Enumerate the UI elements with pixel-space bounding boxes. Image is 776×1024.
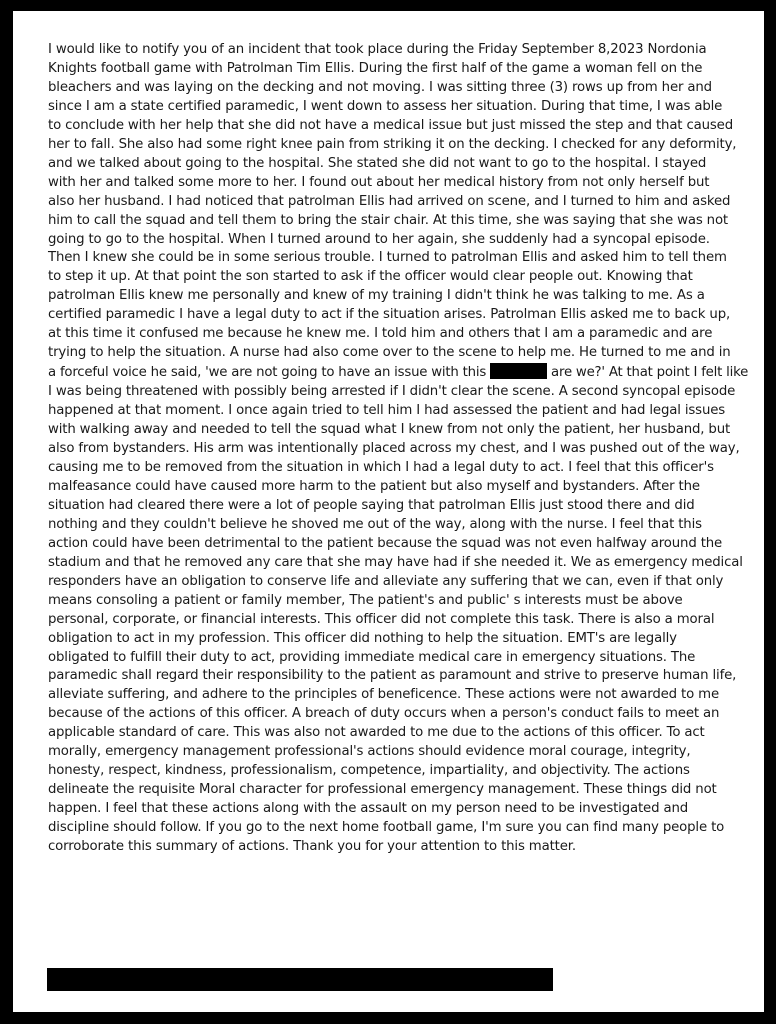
- text-line: situation had cleared there were a lot of people saying that patrolman Ellis just stood there and did: [48, 497, 695, 513]
- text-line: happen. I feel that these actions along with the assault on my person need to be investigated and: [48, 801, 689, 817]
- text-line: with her and talked some more to her. I found out about her medical history from not only herself but: [48, 174, 710, 190]
- text-line: paramedic shall regard their responsibility to the patient as paramount and strive to preserve human life,: [48, 668, 737, 684]
- text-line: malfeasance could have caused more harm to the patient but also myself and bystanders. After the: [48, 478, 700, 494]
- text-line: also from bystanders. His arm was intentionally placed across my chest, and I was pushed out of the way,: [48, 441, 740, 457]
- text-line: causing me to be removed from the situation in which I had a legal duty to act. I feel that this officer's: [48, 459, 714, 475]
- text-line: obligation to act in my profession. This officer did nothing to help the situation. EMT's are legally: [48, 630, 677, 646]
- text-line-with-redaction: [48, 363, 748, 383]
- text-line: applicable standard of care. This was also not awarded to me due to the actions of this officer. To act: [48, 725, 705, 741]
- text-line: means consoling a patient or family member, The patient's and public' s interests must be above: [48, 592, 683, 608]
- text-line: nothing and they couldn't believe he shoved me out of the way, along with the nurse. I feel that this: [48, 516, 702, 532]
- text-line: honesty, respect, kindness, professionalism, competence, impartiality, and objectivity. The actions: [48, 763, 690, 779]
- text-line: alleviate suffering, and adhere to the principles of beneficence. These actions were not awarded to me: [48, 687, 719, 703]
- text-line: delineate the requisite Moral character for professional emergency management. These things did not: [48, 782, 717, 798]
- text-line: personal, corporate, or financial interests. This officer did not complete this task. There is also a moral: [48, 611, 715, 627]
- redacted-line-after: are we?' At that point I felt like: [547, 365, 749, 381]
- text-line: I would like to notify you of an incident that took place during the Friday September 8,2023 Nordonia: [48, 42, 707, 57]
- text-line: trying to help the situation. A nurse had also come over to the scene to help me. He turned to me and in: [48, 345, 731, 361]
- text-line: because of the actions of this officer. A breach of duty occurs when a person's conduct fails to meet an: [48, 706, 720, 722]
- text-line: corroborate this summary of actions. Thank you for your attention to this matter.: [48, 839, 576, 855]
- text-line: since I am a state certified paramedic, I went down to assess her situation. During that time, I was able: [48, 98, 723, 114]
- text-line: stadium and that he removed any care that she may have had if she needed it. We as emergency medical: [48, 554, 743, 570]
- text-line: discipline should follow. If you go to the next home football game, I'm sure you can find many people to: [48, 820, 725, 836]
- text-line: to conclude with her help that she did not have a medical issue but just missed the step and that caused: [48, 117, 733, 133]
- text-line: morally, emergency management professional's actions should evidence moral courage, integrity,: [48, 744, 691, 760]
- text-line: patrolman Ellis knew me personally and knew of my training I didn't think he was talking to me. As a: [48, 288, 705, 304]
- document-page: [13, 11, 764, 1012]
- text-line: happened at that moment. I once again tried to tell him I had assessed the patient and had legal issues: [48, 403, 726, 419]
- text-line: certified paramedic I have a legal duty to act if the situation arises. Patrolman Ellis asked me to back up,: [48, 307, 731, 323]
- text-line: responders have an obligation to conserve life and alleviate any suffering that we can, even if that only: [48, 573, 724, 589]
- signature-redaction-box: [47, 968, 553, 991]
- text-line: her to fall. She also had some right knee pain from striking it on the decking. I checked for any deformity,: [48, 136, 737, 152]
- text-line: Then I knew she could be in some serious trouble. I turned to patrolman Ellis and asked him to tell them: [48, 250, 727, 266]
- text-line: action could have been detrimental to the patient because the squad was not even halfway around the: [48, 535, 723, 551]
- text-line: also her husband. I had noticed that patrolman Ellis had arrived on scene, and I turned to him and asked: [48, 193, 731, 209]
- text-line: I was being threatened with possibly being arrested if I didn't clear the scene. A second syncopal episode: [48, 384, 736, 400]
- text-line: bleachers and was laying on the decking and not moving. I was sitting three (3) rows up from her and: [48, 79, 712, 95]
- inline-redaction-box: [490, 363, 547, 379]
- text-line: Knights football game with Patrolman Tim Ellis. During the first half of the game a woman fell on the: [48, 60, 703, 76]
- redacted-line-before: a forceful voice he said, 'we are not going to have an issue with this: [48, 365, 491, 381]
- text-line: obligated to fulfill their duty to act, providing immediate medical care in emergency situations. The: [48, 649, 696, 665]
- text-line: him to call the squad and tell them to bring the stair chair. At this time, she was saying that she was not: [48, 212, 728, 228]
- text-line: to step it up. At that point the son started to ask if the officer would clear people out. Knowing that: [48, 269, 693, 285]
- text-line: and we talked about going to the hospital. She stated she did not want to go to the hospital. I stayed: [48, 155, 707, 171]
- text-line: going to go to the hospital. When I turned around to her again, she suddenly had a syncopal episode.: [48, 231, 710, 247]
- text-line: with walking away and needed to tell the squad what I knew from not only the patient, her husband, but: [48, 422, 731, 438]
- statement-text: [48, 41, 748, 857]
- text-line: at this time it confused me because he knew me. I told him and others that I am a paramedic and are: [48, 326, 713, 342]
